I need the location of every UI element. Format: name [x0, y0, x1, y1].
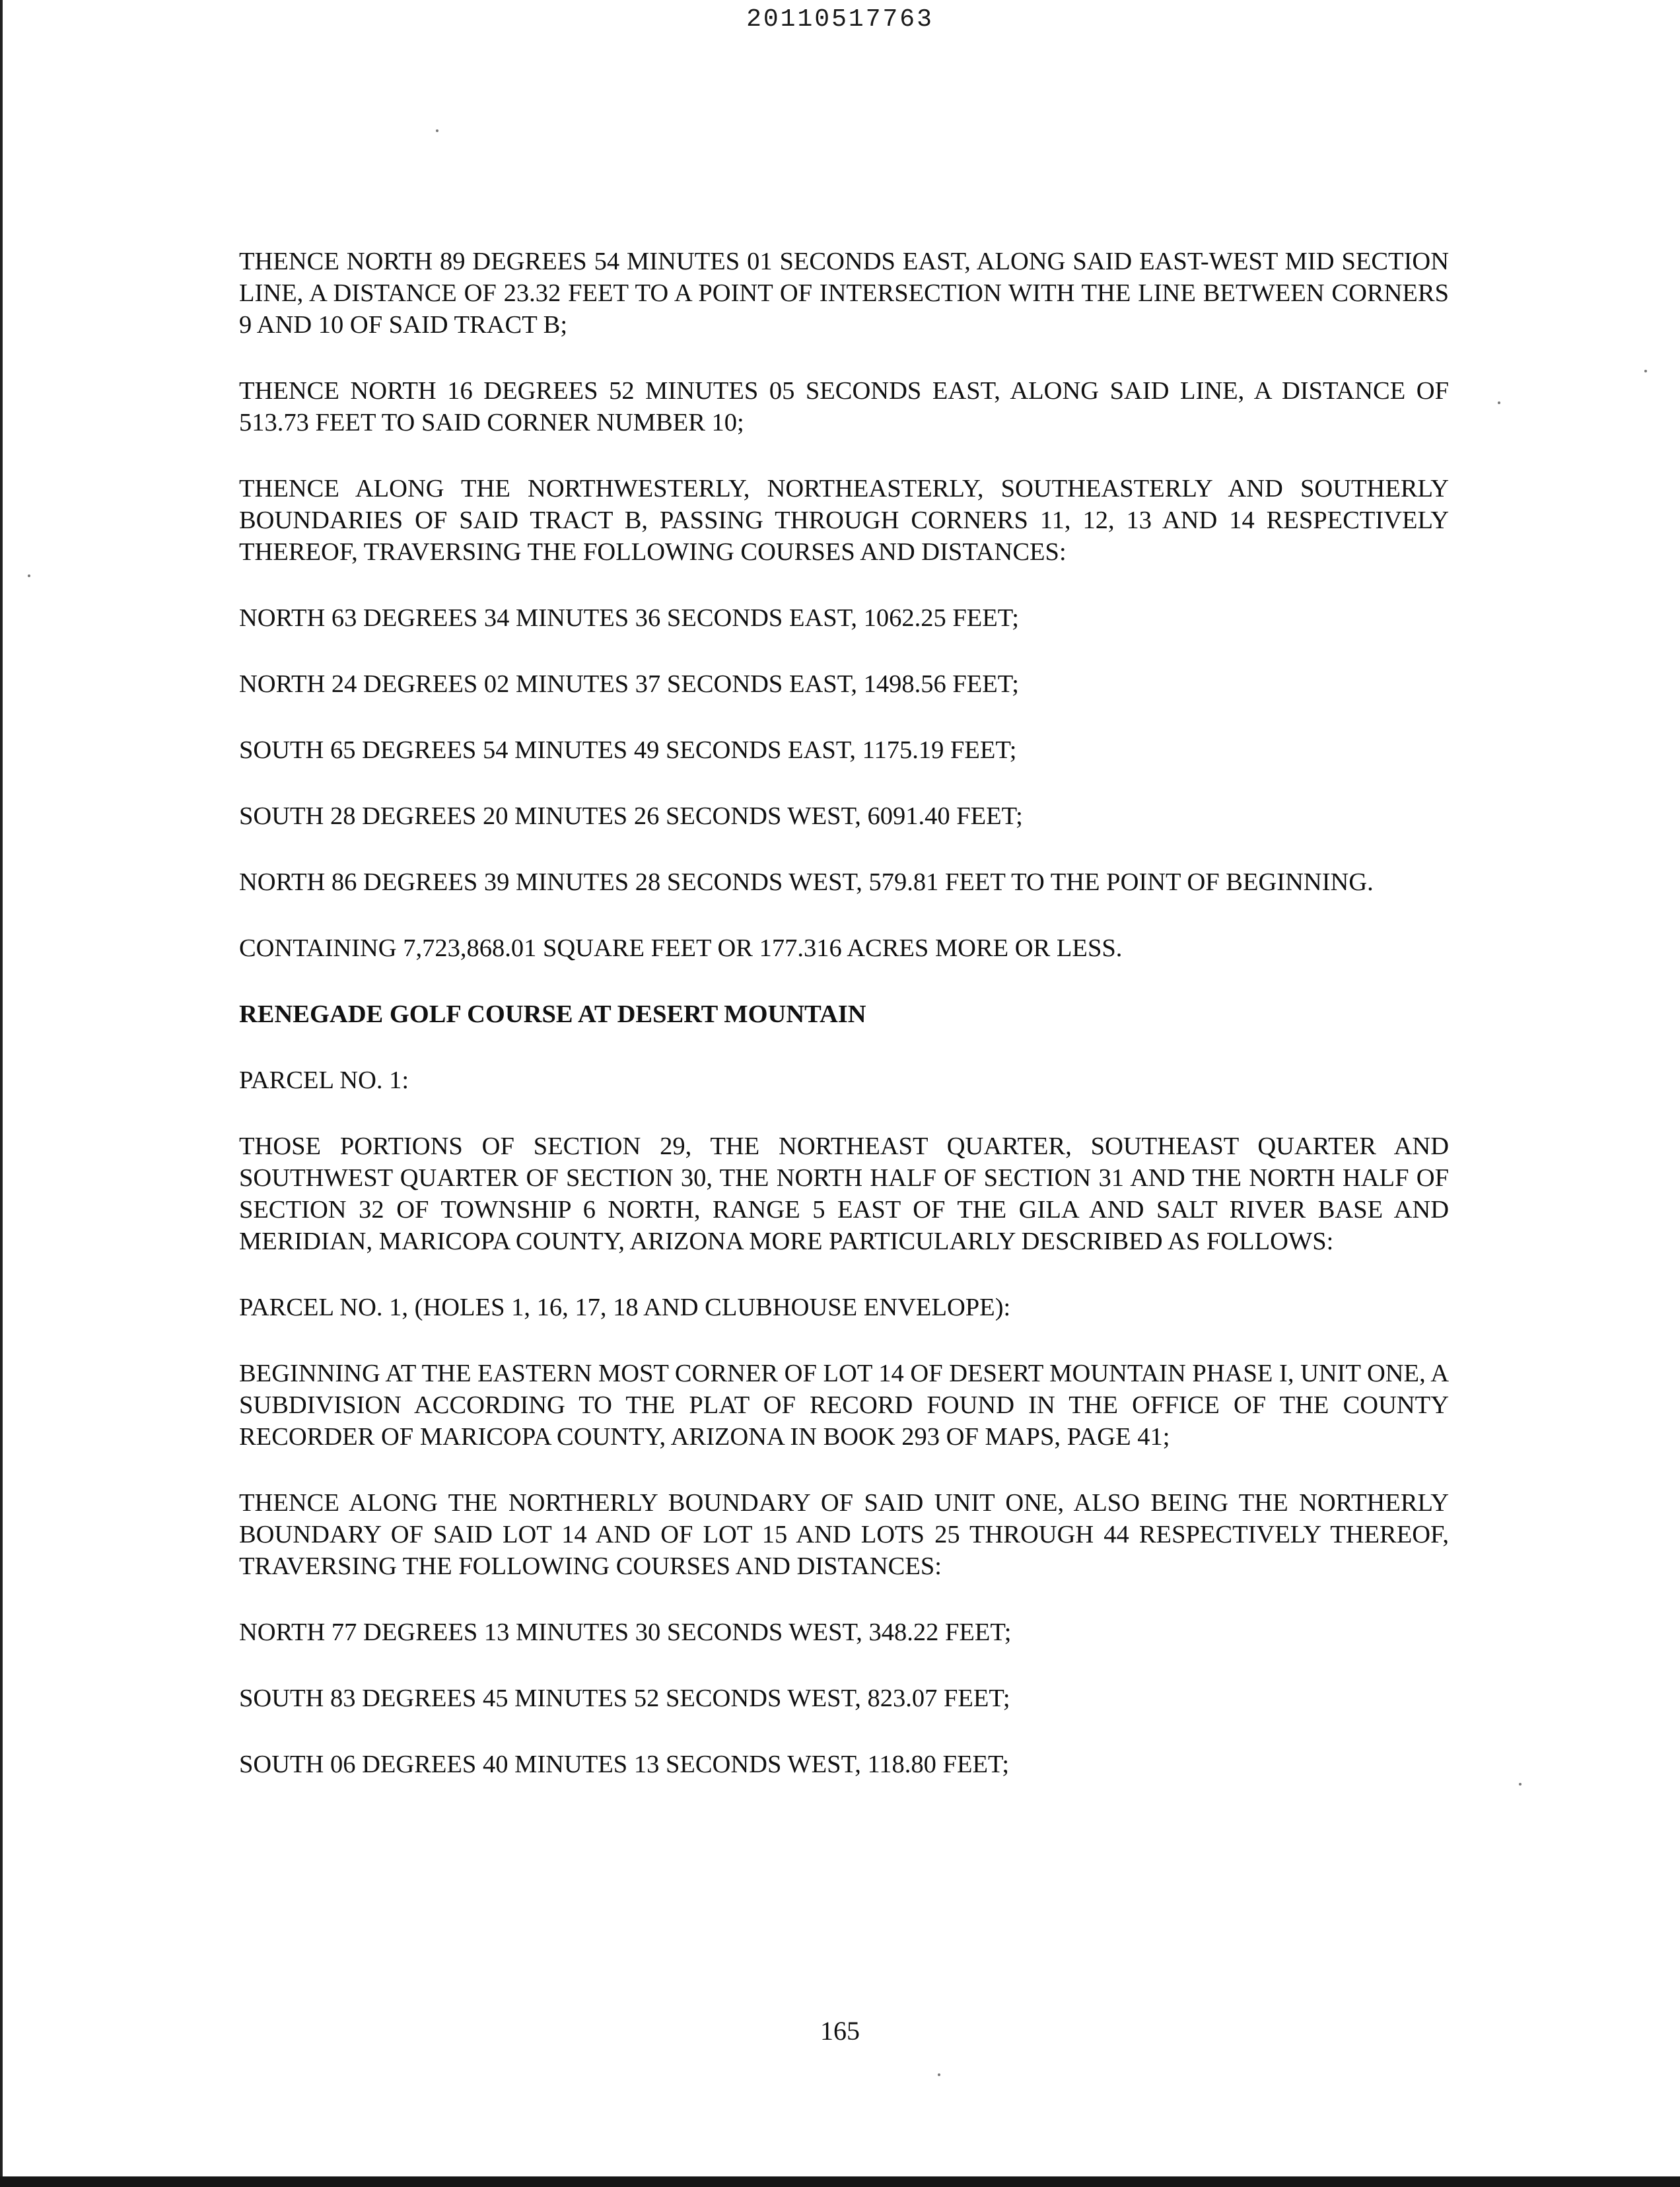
- course-line: NORTH 24 DEGREES 02 MINUTES 37 SECONDS EAST, 1498.56 FEET;: [239, 670, 1019, 698]
- course-line: SOUTH 83 DEGREES 45 MINUTES 52 SECONDS WEST, 823.07 FEET;: [239, 1684, 1010, 1712]
- paragraph: THENCE ALONG THE NORTHWESTERLY, NORTHEASTERLY, SOUTHEASTERLY AND SOUTHERLY BOUNDARIES OF SAID TRACT B, PASSING THROUGH CORNERS 11, 12, 13 AND 14 RESPECTIVELY THEREOF, TRAVERSING THE FOLLOWING COURSES AND DISTANCES:: [239, 475, 1449, 566]
- course-line: NORTH 77 DEGREES 13 MINUTES 30 SECONDS WEST, 348.22 FEET;: [239, 1618, 1012, 1646]
- scan-speck: [1519, 1783, 1522, 1786]
- parcel-label: PARCEL NO. 1, (HOLES 1, 16, 17, 18 AND CLUBHOUSE ENVELOPE):: [239, 1294, 1011, 1321]
- scan-speck: [1498, 401, 1500, 404]
- course-line: NORTH 63 DEGREES 34 MINUTES 36 SECONDS EAST, 1062.25 FEET;: [239, 604, 1019, 632]
- course-line: SOUTH 28 DEGREES 20 MINUTES 26 SECONDS WEST, 6091.40 FEET;: [239, 802, 1023, 830]
- scan-speck: [28, 574, 30, 577]
- scan-speck: [436, 129, 438, 132]
- section-heading: RENEGADE GOLF COURSE AT DESERT MOUNTAIN: [239, 1000, 866, 1028]
- paragraph: THENCE NORTH 16 DEGREES 52 MINUTES 05 SECONDS EAST, ALONG SAID LINE, A DISTANCE OF 513.73 FEET TO SAID CORNER NUMBER 10;: [239, 377, 1449, 436]
- legal-description-body: [239, 246, 1449, 1815]
- scan-speck: [1644, 370, 1647, 372]
- paragraph: THENCE NORTH 89 DEGREES 54 MINUTES 01 SECONDS EAST, ALONG SAID EAST-WEST MID SECTION LINE, A DISTANCE OF 23.32 FEET TO A POINT OF INTERSECTION WITH THE LINE BETWEEN CORNERS 9 AND 10 OF SAID TRACT B;: [239, 248, 1449, 339]
- parcel-label: PARCEL NO. 1:: [239, 1066, 409, 1094]
- page-number: 165: [820, 2016, 860, 2046]
- document-number: 20110517763: [746, 5, 934, 34]
- paragraph: THOSE PORTIONS OF SECTION 29, THE NORTHEAST QUARTER, SOUTHEAST QUARTER AND SOUTHWEST QUARTER OF SECTION 30, THE NORTH HALF OF SECTION 31 AND THE NORTH HALF OF SECTION 32 OF TOWNSHIP 6 NORTH, RANGE 5 EAST OF THE GILA AND SALT RIVER BASE AND MERIDIAN, MARICOPA COUNTY, ARIZONA MORE PARTICULARLY DESCRIBED AS FOLLOWS:: [239, 1132, 1449, 1255]
- scan-bottom-edge: [0, 2176, 1680, 2187]
- scan-left-edge: [0, 0, 3, 2187]
- course-line: SOUTH 06 DEGREES 40 MINUTES 13 SECONDS WEST, 118.80 FEET;: [239, 1751, 1010, 1778]
- paragraph: BEGINNING AT THE EASTERN MOST CORNER OF LOT 14 OF DESERT MOUNTAIN PHASE I, UNIT ONE, A SUBDIVISION ACCORDING TO THE PLAT OF RECORD FOUND IN THE OFFICE OF THE COUNTY RECORDER OF MARICOPA COUNTY, ARIZONA IN BOOK 293 OF MAPS, PAGE 41;: [239, 1360, 1450, 1451]
- paragraph: THENCE ALONG THE NORTHERLY BOUNDARY OF SAID UNIT ONE, ALSO BEING THE NORTHERLY BOUNDARY OF SAID LOT 14 AND OF LOT 15 AND LOTS 25 THROUGH 44 RESPECTIVELY THEREOF, TRAVERSING THE FOLLOWING COURSES AND DISTANCES:: [239, 1489, 1449, 1580]
- area-statement: CONTAINING 7,723,868.01 SQUARE FEET OR 177.316 ACRES MORE OR LESS.: [239, 934, 1123, 962]
- scan-speck: [938, 2073, 940, 2076]
- course-line: SOUTH 65 DEGREES 54 MINUTES 49 SECONDS EAST, 1175.19 FEET;: [239, 736, 1017, 764]
- course-line: NORTH 86 DEGREES 39 MINUTES 28 SECONDS WEST, 579.81 FEET TO THE POINT OF BEGINNING.: [239, 868, 1374, 896]
